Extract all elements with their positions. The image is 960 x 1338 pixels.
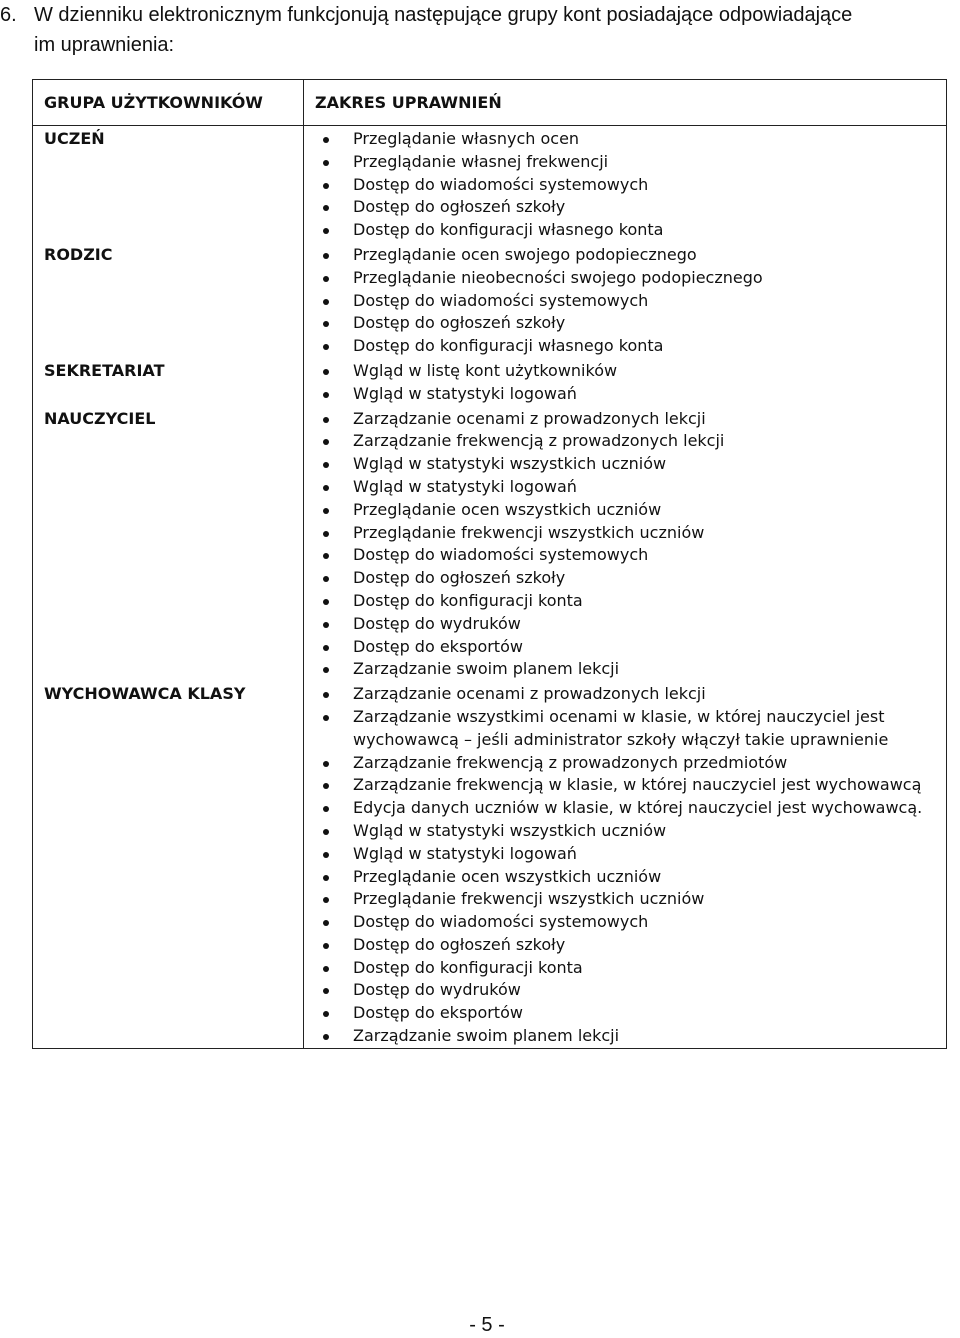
list-item: [353, 290, 946, 313]
bullet-icon: [323, 576, 329, 582]
permission-text: Przeglądanie ocen wszystkich uczniów: [353, 499, 662, 519]
permissions-list: [304, 683, 946, 1048]
table-row: [33, 126, 947, 242]
list-item: [353, 335, 946, 358]
list-item: [353, 499, 946, 522]
permission-text: Dostęp do konfiguracji własnego konta: [353, 336, 664, 356]
bullet-icon: [323, 943, 329, 949]
bullet-icon: [323, 875, 329, 881]
list-item: [353, 820, 946, 843]
permission-text: Dostęp do eksportów: [353, 1003, 523, 1023]
bullet-icon: [323, 137, 329, 143]
list-item: [353, 544, 946, 567]
list-item: [353, 360, 946, 383]
bullet-icon: [323, 920, 329, 926]
permissions-table: [32, 79, 947, 1049]
bullet-icon: [323, 485, 329, 491]
list-item: [353, 244, 946, 267]
list-item: [353, 888, 946, 911]
permission-text: Dostęp do wiadomości systemowych: [353, 912, 649, 932]
permissions-cell: [304, 681, 947, 1048]
permission-text: Dostęp do ogłoszeń szkoły: [353, 568, 566, 588]
bullet-icon: [323, 761, 329, 767]
heading-text-1: W dzienniku elektronicznym funkcjonują następujące grupy kont posiadające odpowiadające: [34, 4, 853, 26]
bullet-icon: [323, 160, 329, 166]
permission-text: Dostęp do konfiguracji konta: [353, 957, 583, 977]
bullet-icon: [323, 344, 329, 350]
list-item: [353, 383, 946, 406]
bullet-icon: [323, 253, 329, 259]
list-item: [353, 752, 946, 775]
permission-text: Zarządzanie swoim planem lekcji: [353, 659, 620, 679]
bullet-icon: [323, 508, 329, 514]
bullet-icon: [323, 852, 329, 858]
heading-line-1: [0, 0, 960, 30]
permission-text: Zarządzanie wszystkimi ocenami w klasie, w której nauczyciel jest wychowawcą – jeśli administrator szkoły włączył takie uprawnienie: [353, 706, 889, 749]
permission-text: Edycja danych uczniów w klasie, w której nauczyciel jest wychowawcą.: [353, 798, 923, 818]
permission-text: Dostęp do wiadomości systemowych: [353, 545, 649, 565]
permission-text: Przeglądanie frekwencji wszystkich uczniów: [353, 522, 705, 542]
list-item: [353, 408, 946, 431]
bullet-icon: [323, 321, 329, 327]
bullet-icon: [323, 599, 329, 605]
permission-text: Przeglądanie nieobecności swojego podopiecznego: [353, 267, 763, 287]
permission-text: Dostęp do eksportów: [353, 636, 523, 656]
list-item: [353, 866, 946, 889]
list-item: [353, 957, 946, 980]
list-item: [353, 934, 946, 957]
bullet-icon: [323, 531, 329, 537]
bullet-icon: [323, 988, 329, 994]
permission-text: Wgląd w statystyki logowań: [353, 383, 577, 403]
user-group-name: WYCHOWAWCA KLASY: [33, 681, 304, 1048]
bullet-icon: [323, 369, 329, 375]
page-number: - 5 -: [469, 1314, 505, 1336]
user-group-name: UCZEŃ: [33, 126, 304, 242]
permission-text: Zarządzanie ocenami z prowadzonych lekcji: [353, 684, 706, 704]
permission-text: Przeglądanie własnej frekwencji: [353, 151, 609, 171]
permissions-cell: [304, 242, 947, 358]
bullet-icon: [323, 392, 329, 398]
permission-text: Zarządzanie frekwencją w klasie, w której nauczyciel jest wychowawcą: [353, 775, 922, 795]
permission-text: Zarządzanie frekwencją z prowadzonych lekcji: [353, 431, 725, 451]
bullet-icon: [323, 183, 329, 189]
permission-text: Zarządzanie ocenami z prowadzonych lekcji: [353, 408, 706, 428]
list-item: [353, 267, 946, 290]
permission-text: Dostęp do ogłoszeń szkoły: [353, 313, 566, 333]
section-heading: [0, 0, 960, 60]
bullet-icon: [323, 228, 329, 234]
bullet-icon: [323, 462, 329, 468]
bullet-icon: [323, 553, 329, 559]
list-item: [353, 567, 946, 590]
list-item: [353, 979, 946, 1002]
permission-text: Przeglądanie ocen swojego podopiecznego: [353, 244, 697, 264]
bullet-icon: [323, 1011, 329, 1017]
list-item: [353, 174, 946, 197]
column-header-permissions: ZAKRES UPRAWNIEŃ: [304, 80, 947, 126]
permission-text: Przeglądanie ocen wszystkich uczniów: [353, 866, 662, 886]
list-item: [353, 151, 946, 174]
permission-text: Dostęp do wiadomości systemowych: [353, 290, 649, 310]
section-number: 6.: [0, 4, 17, 26]
list-item: [353, 476, 946, 499]
bullet-icon: [323, 622, 329, 628]
heading-text-2: im uprawnienia:: [34, 34, 175, 56]
list-item: [353, 683, 946, 706]
list-item: [353, 658, 946, 681]
table-row: [33, 242, 947, 358]
permission-text: Dostęp do wiadomości systemowych: [353, 174, 649, 194]
bullet-icon: [323, 897, 329, 903]
permission-text: Wgląd w statystyki logowań: [353, 843, 577, 863]
permission-text: Zarządzanie swoim planem lekcji: [353, 1026, 620, 1046]
list-item: [353, 797, 946, 820]
table-row: [33, 358, 947, 406]
bullet-icon: [323, 276, 329, 282]
bullet-icon: [323, 966, 329, 972]
permission-text: Wgląd w statystyki wszystkich uczniów: [353, 454, 667, 474]
list-item: [353, 613, 946, 636]
bullet-icon: [323, 692, 329, 698]
list-item: [353, 219, 946, 242]
permissions-cell: [304, 126, 947, 242]
bullet-icon: [323, 439, 329, 445]
permission-text: Przeglądanie własnych ocen: [353, 129, 580, 148]
permissions-list: [304, 408, 946, 682]
permissions-cell: [304, 406, 947, 682]
bullet-icon: [323, 645, 329, 651]
permission-text: Przeglądanie frekwencji wszystkich uczniów: [353, 889, 705, 909]
permission-text: Dostęp do wydruków: [353, 980, 521, 1000]
permission-text: Wgląd w statystyki wszystkich uczniów: [353, 820, 667, 840]
bullet-icon: [323, 715, 329, 721]
bullet-icon: [323, 205, 329, 211]
list-item: [353, 1002, 946, 1025]
bullet-icon: [323, 417, 329, 423]
list-item: [353, 128, 946, 151]
list-item: [353, 774, 946, 797]
list-item: [353, 453, 946, 476]
table-header-row: [33, 80, 947, 126]
user-group-name: RODZIC: [33, 242, 304, 358]
permission-text: Dostęp do wydruków: [353, 613, 521, 633]
permissions-list: [304, 128, 946, 242]
bullet-icon: [323, 667, 329, 673]
bullet-icon: [323, 299, 329, 305]
column-header-group: GRUPA UŻYTKOWNIKÓW: [33, 80, 304, 126]
table-body: [33, 126, 947, 1049]
permission-text: Dostęp do ogłoszeń szkoły: [353, 934, 566, 954]
list-item: [353, 911, 946, 934]
list-item: [353, 312, 946, 335]
table-row: [33, 681, 947, 1048]
bullet-icon: [323, 829, 329, 835]
permission-text: Dostęp do ogłoszeń szkoły: [353, 197, 566, 217]
list-item: [353, 1025, 946, 1048]
bullet-icon: [323, 806, 329, 812]
list-item: [353, 590, 946, 613]
list-item: [353, 843, 946, 866]
bullet-icon: [323, 1034, 329, 1040]
table-row: [33, 406, 947, 682]
permission-text: Dostęp do konfiguracji własnego konta: [353, 220, 664, 240]
user-group-name: NAUCZYCIEL: [33, 406, 304, 682]
permission-text: Wgląd w statystyki logowań: [353, 476, 577, 496]
list-item: [353, 430, 946, 453]
permission-text: Dostęp do konfiguracji konta: [353, 590, 583, 610]
permissions-cell: [304, 358, 947, 406]
list-item: [353, 196, 946, 219]
permissions-list: [304, 360, 946, 406]
list-item: [353, 522, 946, 545]
permission-text: Zarządzanie frekwencją z prowadzonych przedmiotów: [353, 752, 788, 772]
list-item: [353, 636, 946, 659]
permission-text: Wgląd w listę kont użytkowników: [353, 360, 618, 380]
permissions-list: [304, 244, 946, 358]
list-item: [353, 706, 946, 752]
user-group-name: SEKRETARIAT: [33, 358, 304, 406]
bullet-icon: [323, 783, 329, 789]
